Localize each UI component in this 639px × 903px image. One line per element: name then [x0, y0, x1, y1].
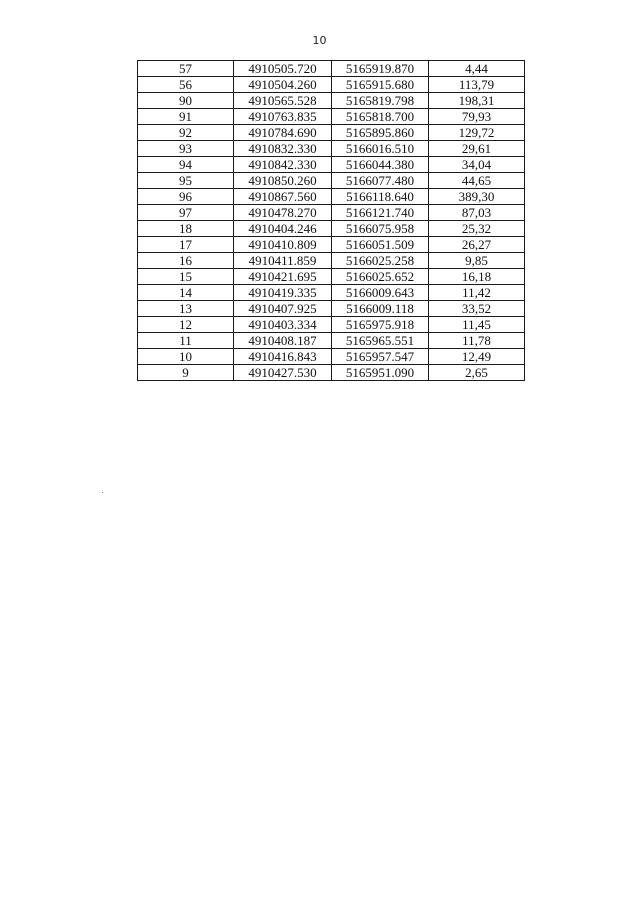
point-number-cell: 92	[138, 125, 234, 141]
distance-cell: 9,85	[429, 253, 525, 269]
x-coordinate-cell: 4910411.859	[234, 253, 332, 269]
y-coordinate-cell: 5166051.509	[332, 237, 429, 253]
y-coordinate-cell: 5166025.652	[332, 269, 429, 285]
y-coordinate-cell: 5166025.258	[332, 253, 429, 269]
table-row	[138, 285, 525, 301]
table-row	[138, 173, 525, 189]
x-coordinate-cell: 4910408.187	[234, 333, 332, 349]
page-number: 10	[312, 34, 327, 47]
point-number-cell: 96	[138, 189, 234, 205]
table-row	[138, 301, 525, 317]
y-coordinate-cell: 5165915.680	[332, 77, 429, 93]
x-coordinate-cell: 4910407.925	[234, 301, 332, 317]
x-coordinate-cell: 4910416.843	[234, 349, 332, 365]
x-coordinate-cell: 4910403.334	[234, 317, 332, 333]
table-row	[138, 109, 525, 125]
y-coordinate-cell: 5166044.380	[332, 157, 429, 173]
table-row	[138, 125, 525, 141]
point-number-cell: 15	[138, 269, 234, 285]
table-row	[138, 333, 525, 349]
distance-cell: 26,27	[429, 237, 525, 253]
distance-cell: 33,52	[429, 301, 525, 317]
x-coordinate-cell: 4910842.330	[234, 157, 332, 173]
y-coordinate-cell: 5166121.740	[332, 205, 429, 221]
distance-cell: 16,18	[429, 269, 525, 285]
table-row	[138, 253, 525, 269]
point-number-cell: 91	[138, 109, 234, 125]
distance-cell: 11,78	[429, 333, 525, 349]
point-number-cell: 56	[138, 77, 234, 93]
y-coordinate-cell: 5165819.798	[332, 93, 429, 109]
point-number-cell: 14	[138, 285, 234, 301]
distance-cell: 198,31	[429, 93, 525, 109]
y-coordinate-cell: 5165965.551	[332, 333, 429, 349]
table-row	[138, 157, 525, 173]
point-number-cell: 95	[138, 173, 234, 189]
y-coordinate-cell: 5166118.640	[332, 189, 429, 205]
table-row	[138, 237, 525, 253]
point-number-cell: 57	[138, 61, 234, 77]
distance-cell: 25,32	[429, 221, 525, 237]
x-coordinate-cell: 4910763.835	[234, 109, 332, 125]
distance-cell: 87,03	[429, 205, 525, 221]
scan-speck	[102, 492, 103, 493]
y-coordinate-cell: 5166009.643	[332, 285, 429, 301]
point-number-cell: 13	[138, 301, 234, 317]
point-number-cell: 11	[138, 333, 234, 349]
x-coordinate-cell: 4910404.246	[234, 221, 332, 237]
x-coordinate-cell: 4910410.809	[234, 237, 332, 253]
x-coordinate-cell: 4910784.690	[234, 125, 332, 141]
x-coordinate-cell: 4910832.330	[234, 141, 332, 157]
x-coordinate-cell: 4910867.560	[234, 189, 332, 205]
x-coordinate-cell: 4910850.260	[234, 173, 332, 189]
point-number-cell: 10	[138, 349, 234, 365]
table-row	[138, 349, 525, 365]
distance-cell: 4,44	[429, 61, 525, 77]
table-row	[138, 269, 525, 285]
y-coordinate-cell: 5166009.118	[332, 301, 429, 317]
table-row	[138, 141, 525, 157]
table-row	[138, 93, 525, 109]
point-number-cell: 9	[138, 365, 234, 381]
x-coordinate-cell: 4910427.530	[234, 365, 332, 381]
point-number-cell: 90	[138, 93, 234, 109]
distance-cell: 29,61	[429, 141, 525, 157]
coordinates-table	[137, 60, 525, 381]
distance-cell: 12,49	[429, 349, 525, 365]
point-number-cell: 94	[138, 157, 234, 173]
x-coordinate-cell: 4910565.528	[234, 93, 332, 109]
y-coordinate-cell: 5165975.918	[332, 317, 429, 333]
y-coordinate-cell: 5166077.480	[332, 173, 429, 189]
x-coordinate-cell: 4910478.270	[234, 205, 332, 221]
y-coordinate-cell: 5165919.870	[332, 61, 429, 77]
distance-cell: 44,65	[429, 173, 525, 189]
distance-cell: 2,65	[429, 365, 525, 381]
distance-cell: 34,04	[429, 157, 525, 173]
table-body	[138, 61, 525, 381]
point-number-cell: 16	[138, 253, 234, 269]
y-coordinate-cell: 5165818.700	[332, 109, 429, 125]
point-number-cell: 97	[138, 205, 234, 221]
point-number-cell: 93	[138, 141, 234, 157]
distance-cell: 129,72	[429, 125, 525, 141]
x-coordinate-cell: 4910421.695	[234, 269, 332, 285]
x-coordinate-cell: 4910504.260	[234, 77, 332, 93]
y-coordinate-cell: 5165951.090	[332, 365, 429, 381]
x-coordinate-cell: 4910505.720	[234, 61, 332, 77]
x-coordinate-cell: 4910419.335	[234, 285, 332, 301]
y-coordinate-cell: 5165957.547	[332, 349, 429, 365]
y-coordinate-cell: 5165895.860	[332, 125, 429, 141]
y-coordinate-cell: 5166075.958	[332, 221, 429, 237]
table-row	[138, 205, 525, 221]
table-row	[138, 317, 525, 333]
point-number-cell: 18	[138, 221, 234, 237]
distance-cell: 79,93	[429, 109, 525, 125]
point-number-cell: 17	[138, 237, 234, 253]
y-coordinate-cell: 5166016.510	[332, 141, 429, 157]
table-row	[138, 61, 525, 77]
distance-cell: 389,30	[429, 189, 525, 205]
distance-cell: 11,45	[429, 317, 525, 333]
table-row	[138, 189, 525, 205]
table-row	[138, 365, 525, 381]
table-row	[138, 221, 525, 237]
distance-cell: 113,79	[429, 77, 525, 93]
point-number-cell: 12	[138, 317, 234, 333]
table-row	[138, 77, 525, 93]
distance-cell: 11,42	[429, 285, 525, 301]
